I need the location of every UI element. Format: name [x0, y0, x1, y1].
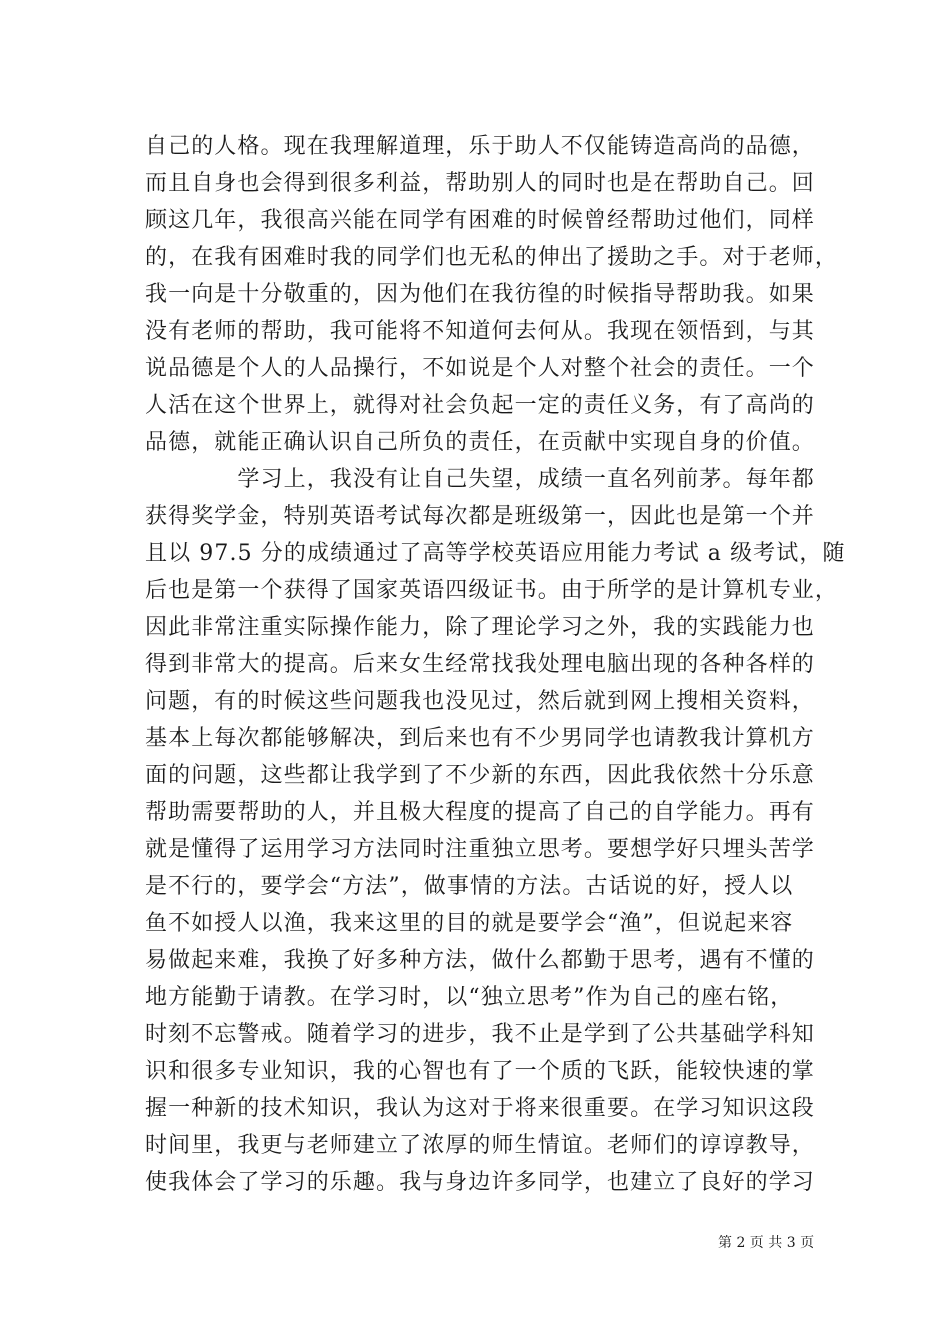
text-line: 而且自身也会得到很多利益，帮助别人的同时也是在帮助自己。回: [145, 171, 815, 196]
text-line: 握一种新的技术知识，我认为这对于将来很重要。在学习知识这段: [145, 1096, 815, 1121]
text-line: 品德，就能正确认识自己所负的责任，在贡献中实现自身的价值。: [145, 430, 815, 455]
text-line: 顾这几年，我很高兴能在同学有困难的时候曾经帮助过他们，同样: [145, 208, 815, 233]
text-line: 使我体会了学习的乐趣。我与身边许多同学，也建立了良好的学习: [145, 1170, 815, 1195]
text-line: 且以 97.5 分的成绩通过了高等学校英语应用能力考试 a 级考试，随: [145, 541, 846, 566]
text-line: 学习上，我没有让自己失望，成绩一直名列前茅。每年都: [145, 467, 815, 492]
text-line: 面的问题，这些都让我学到了不少新的东西，因此我依然十分乐意: [145, 763, 815, 788]
text-line: 人活在这个世界上，就得对社会负起一定的责任义务，有了高尚的: [145, 393, 815, 418]
text-line: 自己的人格。现在我理解道理，乐于助人不仅能铸造高尚的品德，: [145, 134, 815, 159]
text-line: 我一向是十分敬重的，因为他们在我彷徨的时候指导帮助我。如果: [145, 282, 815, 307]
text-line: 没有老师的帮助，我可能将不知道何去何从。我现在领悟到，与其: [145, 319, 815, 344]
text-line: 获得奖学金，特别英语考试每次都是班级第一，因此也是第一个并: [145, 504, 815, 529]
text-line: 地方能勤于请教。在学习时，以“独立思考”作为自己的座右铭，: [145, 985, 794, 1010]
text-line: 时刻不忘警戒。随着学习的进步，我不止是学到了公共基础学科知: [145, 1022, 815, 1047]
text-line: 鱼不如授人以渔，我来这里的目的就是要学会“渔”，但说起来容: [145, 911, 794, 936]
text-line: 是不行的，要学会“方法”，做事情的方法。古话说的好，授人以: [145, 874, 794, 899]
text-line: 就是懂得了运用学习方法同时注重独立思考。要想学好只埋头苦学: [145, 837, 815, 862]
text-line: 说品德是个人的人品操行，不如说是个人对整个社会的责任。一个: [145, 356, 815, 381]
text-line: 的，在我有困难时我的同学们也无私的伸出了援助之手。对于老师，: [145, 245, 839, 270]
text-line: 易做起来难，我换了好多种方法，做什么都勤于思考，遇有不懂的: [145, 948, 815, 973]
text-line: 问题，有的时候这些问题我也没见过，然后就到网上搜相关资料，: [145, 689, 815, 714]
text-line: 得到非常大的提高。后来女生经常找我处理电脑出现的各种各样的: [145, 652, 815, 677]
text-line: 帮助需要帮助的人，并且极大程度的提高了自己的自学能力。再有: [145, 800, 815, 825]
text-line: 时间里，我更与老师建立了浓厚的师生情谊。老师们的谆谆教导，: [145, 1133, 815, 1158]
text-line: 后也是第一个获得了国家英语四级证书。由于所学的是计算机专业，: [145, 578, 839, 603]
text-line: 识和很多专业知识，我的心智也有了一个质的飞跃，能较快速的掌: [145, 1059, 815, 1084]
page-number-footer: 第 2 页 共 3 页: [718, 1235, 815, 1251]
text-line: 因此非常注重实际操作能力，除了理论学习之外，我的实践能力也: [145, 615, 815, 640]
text-line: 基本上每次都能够解决，到后来也有不少男同学也请教我计算机方: [145, 726, 815, 751]
